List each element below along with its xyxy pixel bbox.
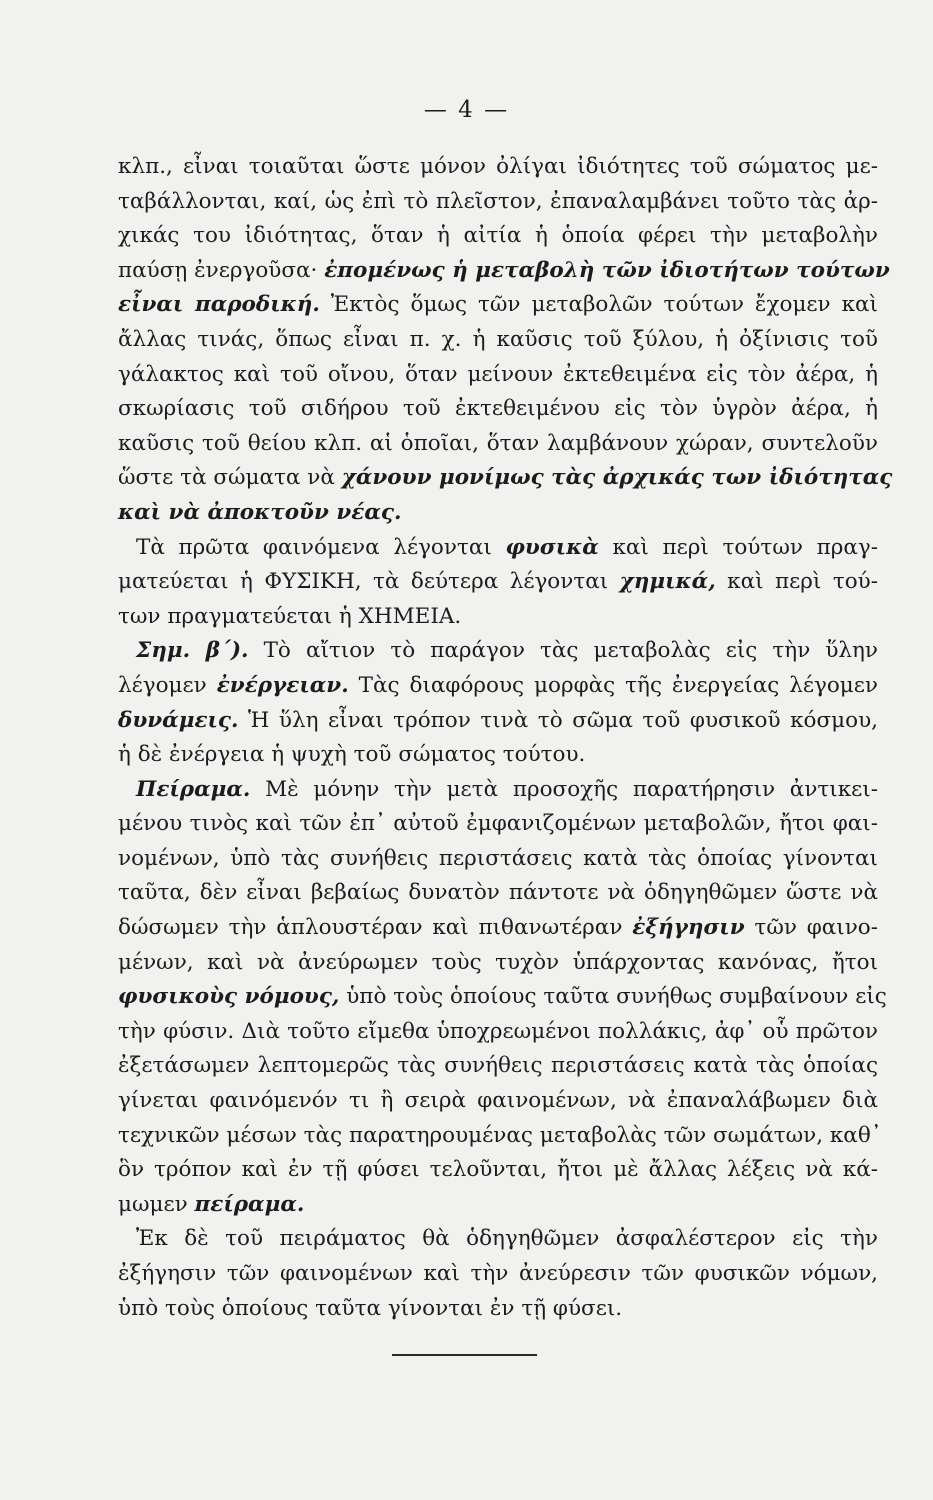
text-line: φυσικοὺς νόμους, ὑπὸ τοὺς ὁποίους ταῦτα συνήθως συμβαίνουν εἰς: [118, 984, 887, 1010]
emphasis: Πείραμα.: [136, 776, 251, 802]
text-line: Πείραμα. Μὲ μόνην τὴν μετὰ προσοχῆς παρατήρησιν ἀντικει-: [136, 776, 878, 802]
text-line: δώσωμεν τὴν ἁπλουστέραν καὶ πιθανωτέραν ἐξήγησιν τῶν φαινο-: [118, 915, 878, 941]
emphasis: Σημ. β΄).: [136, 638, 249, 664]
text-line: μένου τινὸς καὶ τῶν ἐπ᾽ αὐτοῦ ἐμφανιζομένων μεταβολῶν, ἤτοι φαι-: [118, 811, 878, 837]
text-line: ματεύεται ἡ ΦΥΣΙΚΗ, τὰ δεύτερα λέγονται χημικά, καὶ περὶ τού-: [118, 569, 878, 595]
body-text: [118, 150, 893, 1326]
text-line: ἡ δὲ ἐνέργεια ἡ ψυχὴ τοῦ σώματος τούτου.: [118, 742, 586, 768]
text-line: μωμεν πείραμα.: [118, 1191, 305, 1217]
text-line: Τὰ πρῶτα φαινόμενα λέγονται φυσικὰ καὶ περὶ τούτων πραγ-: [136, 534, 878, 560]
text-line: χικάς του ἰδιότητας, ὅταν ἡ αἰτία ἡ ὁποία φέρει τὴν μεταβολὴν: [118, 223, 878, 249]
text-line: νομένων, ὑπὸ τὰς συνήθεις περιστάσεις κατὰ τὰς ὁποίας γίνονται: [118, 845, 878, 871]
text-line: Ἐκ δὲ τοῦ πειράματος θὰ ὁδηγηθῶμεν ἀσφαλέστερον εἰς τὴν: [136, 1226, 878, 1252]
emphasis: ἐπομένως ἡ μεταβολὴ τῶν ἰδιοτήτων τούτων: [324, 257, 890, 283]
emphasis: φυσικοὺς νόμους,: [118, 984, 340, 1010]
text-line: ὥστε τὰ σώματα νὰ χάνουν μονίμως τὰς ἀρχικάς των ἰδιότητας: [118, 465, 893, 491]
text-line: ὑπὸ τοὺς ὁποίους ταῦτα γίνονται ἐν τῇ φύσει.: [118, 1295, 623, 1321]
text-line: γάλακτος καὶ τοῦ οἴνου, ὅταν μείνουν ἐκτεθειμένα εἰς τὸν ἀέρα, ἡ: [118, 361, 878, 387]
text-line: ἐξήγησιν τῶν φαινομένων καὶ τὴν ἀνεύρεσιν τῶν φυσικῶν νόμων,: [118, 1261, 878, 1286]
text-line: λέγομεν ἐνέργειαν. Τὰς διαφόρους μορφὰς τῆς ἐνεργείας λέγομεν: [118, 672, 878, 698]
text-line: ὃν τρόπον καὶ ἐν τῇ φύσει τελοῦνται, ἤτοι μὲ ἄλλας λέξεις νὰ κά-: [118, 1157, 878, 1183]
text-line: εἶναι παροδική. Ἐκτὸς ὅμως τῶν μεταβολῶν τούτων ἔχομεν καὶ: [118, 292, 878, 318]
text-line: σκωρίασις τοῦ σιδήρου τοῦ ἐκτεθειμένου εἰς τὸν ὑγρὸν ἀέρα, ἡ: [118, 396, 878, 422]
emphasis: εἶναι παροδική.: [118, 292, 320, 318]
emphasis: χημικά,: [619, 569, 716, 595]
text-line: [118, 496, 878, 531]
emphasis: δυνάμεις.: [118, 707, 239, 733]
emphasis: καὶ νὰ ἀποκτοῦν νέας.: [118, 499, 402, 525]
text-line: ἄλλας τινάς, ὅπως εἶναι π. χ. ἡ καῦσις τοῦ ξύλου, ἡ ὀξίνισις τοῦ: [118, 326, 878, 352]
text-line: παύσῃ ἐνεργοῦσα· ἐπομένως ἡ μεταβολὴ τῶν ἰδιοτήτων τούτων: [118, 257, 890, 283]
text-line: τὴν φύσιν. Διὰ τοῦτο εἴμεθα ὑποχρεωμένοι πολλάκις, ἀφ᾽ οὗ πρῶτον: [118, 1018, 878, 1044]
text-line: καῦσις τοῦ θείου κλπ. αἱ ὁποῖαι, ὅταν λαμβάνουν χώραν, συντελοῦν: [118, 430, 878, 456]
text-line: ταῦτα, δὲν εἶναι βεβαίως δυνατὸν πάντοτε νὰ ὁδηγηθῶμεν ὥστε νὰ: [118, 880, 878, 906]
emphasis: χάνουν μονίμως τὰς ἀρχικάς των ἰδιότητας: [341, 465, 893, 491]
text-line: μένων, καὶ νὰ ἀνεύρωμεν τοὺς τυχὸν ὑπάρχοντας κανόνας, ἤτοι: [118, 949, 878, 975]
text-line: ταβάλλονται, καί, ὡς ἐπὶ τὸ πλεῖστον, ἐπαναλαμβάνει τοῦτο τὰς ἀρ-: [118, 188, 878, 214]
separator-rule: [392, 1354, 537, 1356]
text-line: δυνάμεις. Ἡ ὕλη εἶναι τρόπον τινὰ τὸ σῶμα τοῦ φυσικοῦ κόσμου,: [118, 707, 878, 733]
page-number: — 4 —: [423, 97, 510, 123]
text-line: των πραγματεύεται ἡ ΧΗΜΕΙΑ.: [118, 603, 462, 629]
emphasis: πείραμα.: [194, 1191, 305, 1217]
text-line: ἐξετάσωμεν λεπτομερῶς τὰς συνήθεις περιστάσεις κατὰ τὰς ὁποίας: [118, 1053, 878, 1079]
text-line: κλπ., εἶναι τοιαῦται ὥστε μόνον ὀλίγαι ἰδιότητες τοῦ σώματος με-: [118, 154, 878, 179]
text-line: Σημ. β΄). Τὸ αἴτιον τὸ παράγον τὰς μεταβολὰς εἰς τὴν ὕλην: [136, 638, 878, 664]
text-line: γίνεται φαινόμενόν τι ἢ σειρὰ φαινομένων, νὰ ἐπαναλάβωμεν διὰ: [118, 1088, 878, 1114]
emphasis: φυσικὰ: [505, 534, 599, 560]
text-line: τεχνικῶν μέσων τὰς παρατηρουμένας μεταβολὰς τῶν σωμάτων, καθ᾽: [118, 1122, 882, 1148]
emphasis: ἐξήγησιν: [632, 915, 745, 941]
emphasis: ἐνέργειαν.: [216, 672, 349, 698]
